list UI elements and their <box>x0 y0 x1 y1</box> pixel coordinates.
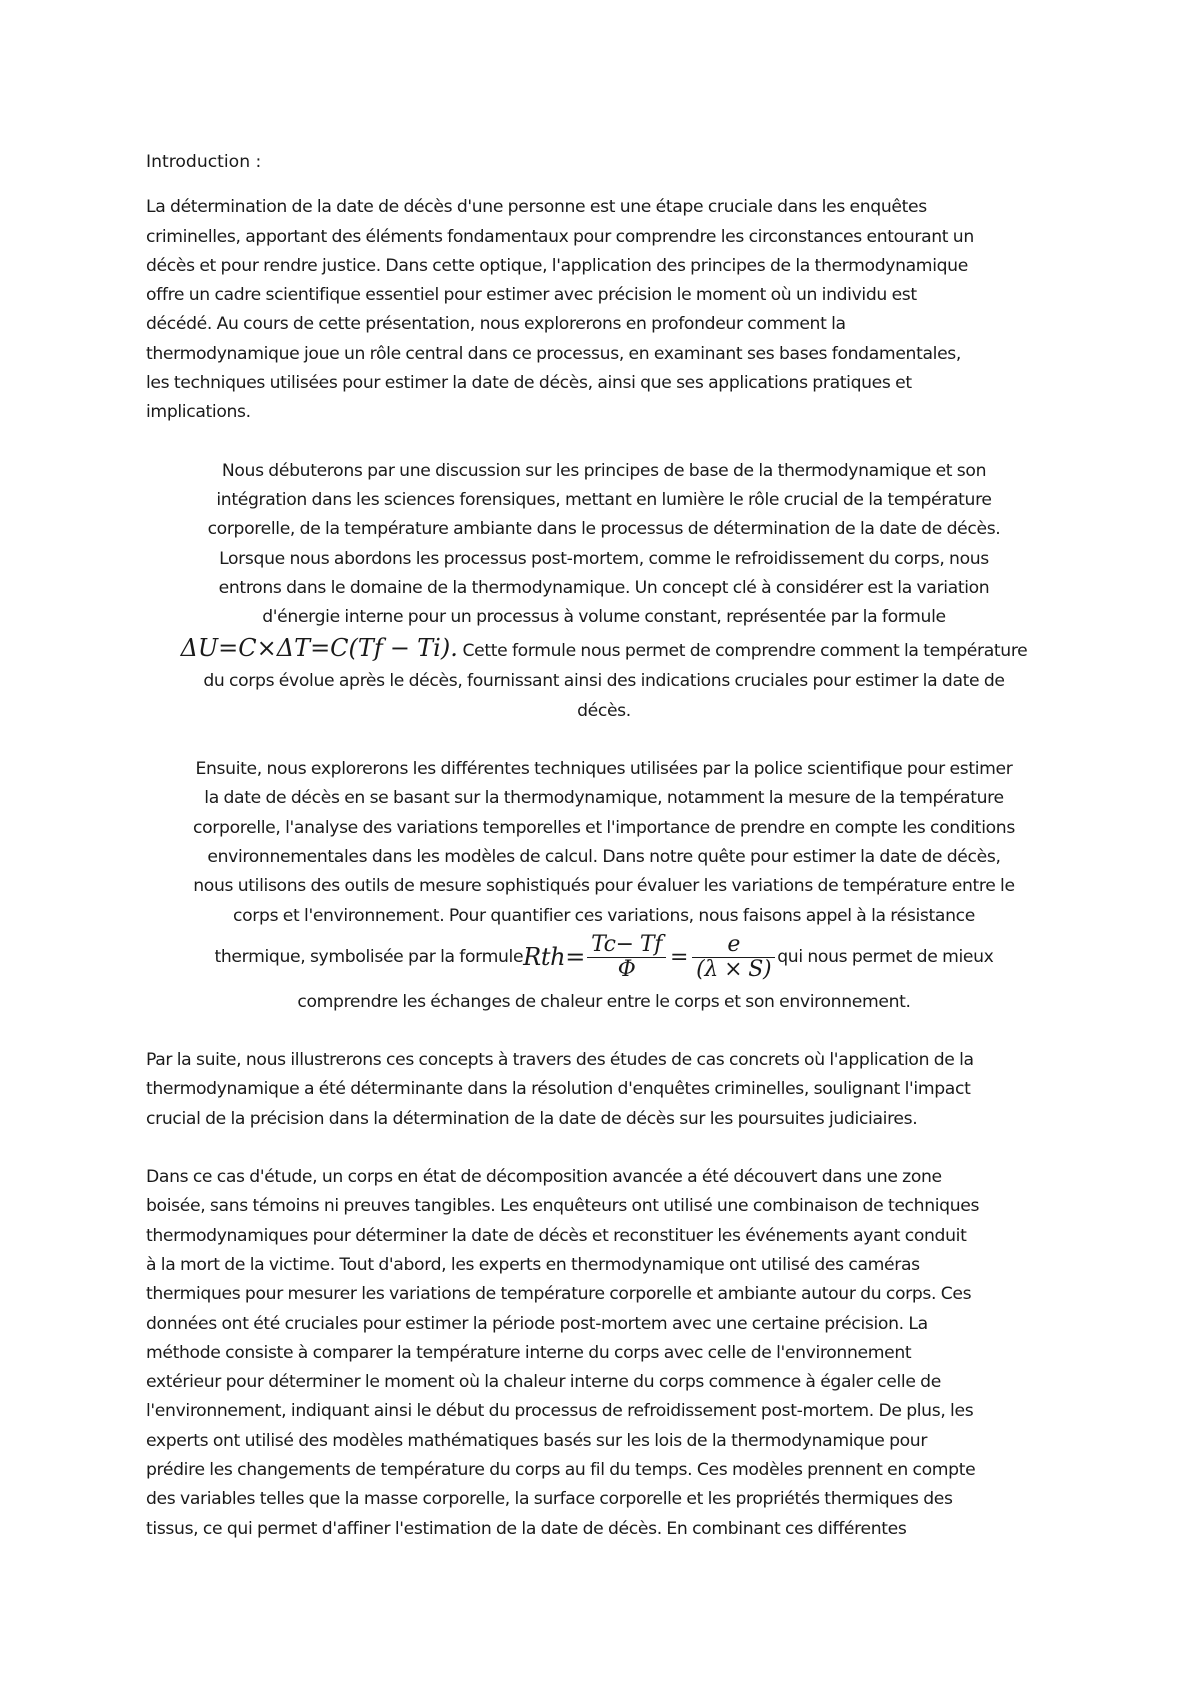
text-line: des variables telles que la masse corporelle, la surface corporelle et les propriétés thermiques des <box>146 1489 953 1510</box>
text-line: décès et pour rendre justice. Dans cette optique, l'application des principes de la thermodynamique <box>146 255 968 276</box>
text-line: offre un cadre scientifique essentiel pour estimer avec précision le moment où un individu est <box>146 285 917 306</box>
text-line: corporelle, l'analyse des variations temporelles et l'importance de prendre en compte les conditions <box>193 817 1015 838</box>
techniques-paragraph <box>146 755 1062 1017</box>
text-line: Ensuite, nous explorerons les différentes techniques utilisées par la police scientifique pour estimer <box>195 759 1013 780</box>
text-line: décès. <box>577 700 631 721</box>
text-line: experts ont utilisé des modèles mathématiques basés sur les lois de la thermodynamique pour <box>146 1430 928 1451</box>
text-line: corporelle, de la température ambiante dans le processus de détermination de la date de décès. <box>207 519 1001 540</box>
text-line: environnementales dans les modèles de calcul. Dans notre quête pour estimer la date de décès, <box>207 846 1001 867</box>
text-line: Lorsque nous abordons les processus post-mortem, comme le refroidissement du corps, nous <box>219 548 989 569</box>
fraction-denominator: Φ <box>617 956 636 982</box>
text-line: entrons dans le domaine de la thermodynamique. Un concept clé à considérer est la variation <box>218 577 990 598</box>
text-line: décédé. Au cours de cette présentation, nous explorerons en profondeur comment la <box>146 314 846 335</box>
document-page <box>146 148 1062 1544</box>
fraction-temperature <box>587 933 666 982</box>
text-line: intégration dans les sciences forensiques, mettant en lumière le rôle crucial de la température <box>216 489 992 510</box>
resistance-formula-lhs: Rth= <box>523 942 586 971</box>
text-line: nous utilisons des outils de mesure sophistiqués pour évaluer les variations de température entre le <box>193 876 1015 897</box>
text-line: thermodynamiques pour déterminer la date de décès et reconstituer les événements ayant conduit <box>146 1225 967 1246</box>
text-line: prédire les changements de température du corps au fil du temps. Ces modèles prennent en compte <box>146 1459 976 1480</box>
formula-trail-text: qui nous permet de mieux <box>777 946 994 967</box>
text-line: extérieur pour déterminer le moment où la chaleur interne du corps commence à égaler celle de <box>146 1372 941 1393</box>
thermodynamics-paragraph <box>146 457 1062 726</box>
text-line: à la mort de la victime. Tout d'abord, les experts en thermodynamique ont utilisé des caméras <box>146 1254 920 1275</box>
text-line: tissus, ce qui permet d'affiner l'estimation de la date de décès. En combinant ces différentes <box>146 1518 907 1539</box>
text-line: thermodynamique a été déterminante dans la résolution d'enquêtes criminelles, soulignant l'impact <box>146 1079 971 1100</box>
text-line: implications. <box>146 402 251 423</box>
text-line: crucial de la précision dans la détermination de la date de décès sur les poursuites judiciaires. <box>146 1108 918 1129</box>
text-line: l'environnement, indiquant ainsi le début du processus de refroidissement post-mortem. De plus, les <box>146 1401 974 1422</box>
text-line: comprendre les échanges de chaleur entre le corps et son environnement. <box>297 991 911 1012</box>
energy-formula: ΔU=C×ΔT=C(Tf − Ti). <box>180 634 458 663</box>
text-line: les techniques utilisées pour estimer la date de décès, ainsi que ses applications pratiques et <box>146 373 912 394</box>
text-line: du corps évolue après le décès, fournissant ainsi des indications cruciales pour estimer la date de <box>203 671 1005 692</box>
text-line: criminelles, apportant des éléments fondamentaux pour comprendre les circonstances entourant un <box>146 226 974 247</box>
text-line: méthode consiste à comparer la température interne du corps avec celle de l'environnement <box>146 1342 912 1363</box>
intro-paragraph <box>146 193 1062 427</box>
equals-sign: = <box>670 944 689 970</box>
formula-followup-text: Cette formule nous permet de comprendre comment la température <box>457 641 1028 662</box>
text-line: thermodynamique joue un rôle central dans ce processus, en examinant ses bases fondamentales, <box>146 343 962 364</box>
fraction-denominator: (λ × S) <box>696 956 772 982</box>
formula-lead-text: thermique, symbolisée par la formule <box>214 946 524 967</box>
text-line: thermiques pour mesurer les variations de température corporelle et ambiante autour du corps. Ces <box>146 1284 972 1305</box>
text-line: données ont été cruciales pour estimer la période post-mortem avec une certaine précision. La <box>146 1313 928 1334</box>
text-line: Dans ce cas d'étude, un corps en état de décomposition avancée a été découvert dans une zone <box>146 1167 942 1188</box>
fraction-numerator: Tc− Tf <box>591 931 662 957</box>
case-study-paragraph <box>146 1163 1062 1544</box>
text-line: Nous débuterons par une discussion sur les principes de base de la thermodynamique et son <box>221 460 987 481</box>
section-heading: Introduction : <box>146 152 262 172</box>
fraction-conductivity <box>692 933 775 982</box>
text-line: d'énergie interne pour un processus à volume constant, représentée par la formule <box>262 607 946 628</box>
text-line: Par la suite, nous illustrerons ces concepts à travers des études de cas concrets où l'application de la <box>146 1050 974 1071</box>
case-studies-paragraph <box>146 1046 1062 1134</box>
formula-line <box>146 632 1062 667</box>
fraction-numerator: e <box>727 931 740 957</box>
resistance-formula-line <box>146 933 1062 982</box>
text-line: La détermination de la date de décès d'une personne est une étape cruciale dans les enquêtes <box>146 197 927 218</box>
text-line: boisée, sans témoins ni preuves tangibles. Les enquêteurs ont utilisé une combinaison de techniques <box>146 1196 980 1217</box>
text-line: corps et l'environnement. Pour quantifier ces variations, nous faisons appel à la résistance <box>233 905 975 926</box>
text-line: la date de décès en se basant sur la thermodynamique, notamment la mesure de la température <box>204 788 1004 809</box>
